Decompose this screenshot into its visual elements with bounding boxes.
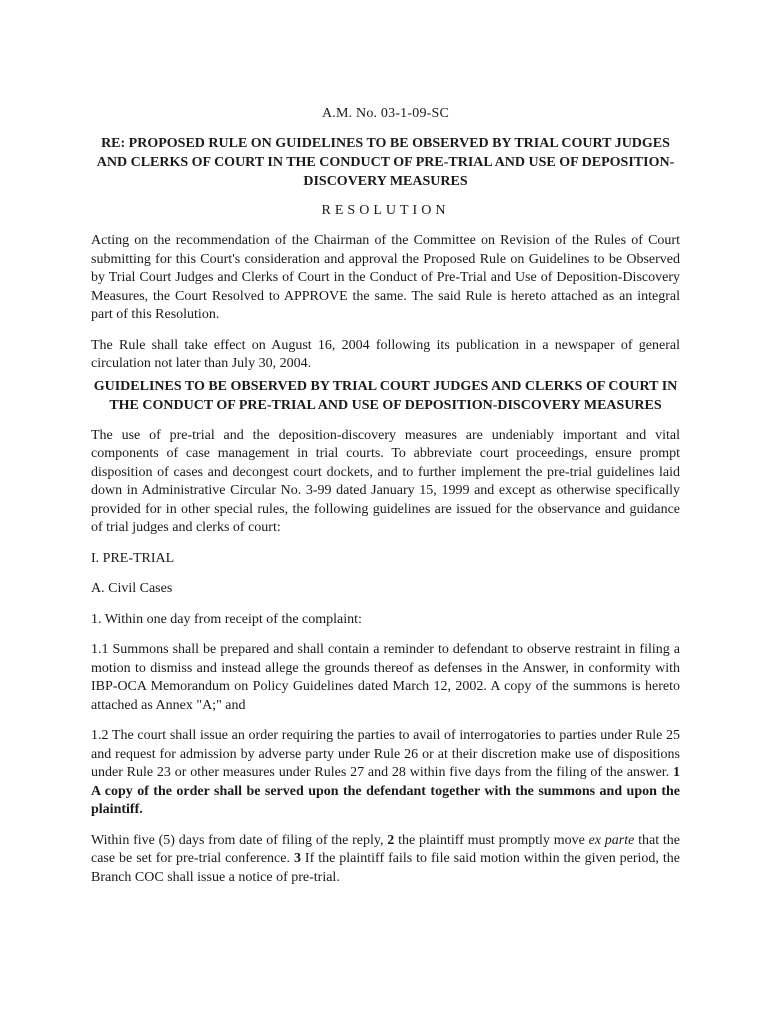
ex-parte-term: ex parte — [588, 832, 635, 848]
last-part-c: that the case be set for pre-trial conference. — [91, 832, 681, 866]
item-1-2-bold-note: 1 A copy of the order shall be served upon the defendant together with the summons and upon the plaintiff. — [91, 765, 681, 817]
last-part-d: If the plaintiff fails to file said motion within the given period, the Branch COC shall issue a notice of pre-trial. — [91, 851, 681, 885]
last-part-a: Within five (5) days from date of filing of the reply, — [91, 832, 384, 848]
resolution-heading: RESOLUTION — [321, 203, 450, 218]
guidelines-title: GUIDELINES TO BE OBSERVED BY TRIAL COURT JUDGES AND CLERKS OF COURT IN THE CONDUCT OF PRE-TRIAL AND USE OF DEPOSITION-DISCOVERY MEASURES — [93, 378, 678, 413]
paragraph-purpose: The use of pre-trial and the deposition-discovery measures are undeniably important and vital components of case management in trial courts. To abbreviate court proceedings, ensure prompt disposition of cases and decongest court dockets, and to further implement the pre-trial guidelines laid down in Administrative Circular No. 3-99 dated January 15, 1999 and except as otherwise specifically provided for in other special rules, the following guidelines are issued for the observance and guidance of trial judges and clerks of court: — [91, 427, 680, 535]
last-part-b: the plaintiff must promptly move — [398, 832, 585, 848]
resolution-title: RE: PROPOSED RULE ON GUIDELINES TO BE OBSERVED BY TRIAL COURT JUDGES AND CLERKS OF COURT IN THE CONDUCT OF PRE-TRIAL AND USE OF DEPOSITION-DISCOVERY MEASURES — [96, 136, 675, 189]
paragraph-within-five-days — [91, 832, 680, 888]
footnote-marker-3: 3 — [293, 851, 301, 866]
item-1-2 — [91, 727, 680, 820]
item-1-1: 1.1 Summons shall be prepared and shall contain a reminder to defendant to observe restraint in filing a motion to dismiss and instead allege the grounds thereof as defenses in the Answer, in conformity with IBP-OCA Memorandum on Policy Guidelines dated March 12, 2002. A copy of the summons is hereto attached as Annex "A;" and — [91, 642, 680, 713]
heading-pre-trial: I. PRE-TRIAL — [91, 550, 175, 566]
am-number: A.M. No. 03-1-09-SC — [321, 106, 450, 121]
heading-civil-cases: A. Civil Cases — [91, 581, 173, 596]
item-1-2-text: 1.2 The court shall issue an order requiring the parties to avail of interrogatories to parties under Rule 25 and request for admission by adverse party under Rule 26 or at their discretion make use of dispositions under Rule 23 or other measures under Rules 27 and 28 within five days from the filing of the answer. — [91, 728, 680, 780]
paragraph-approval: Acting on the recommendation of the Chairman of the Committee on Revision of the Rules of Court submitting for this Court's consideration and approval the Proposed Rule on Guidelines to be Observed by Trial Court Judges and Clerks of Court in the Conduct of Pre-Trial and Use of Deposition-Discovery Measures, the Court Resolved to APPROVE the same. The said Rule is hereto attached as an integral part of this Resolution. — [91, 233, 680, 322]
footnote-marker-2: 2 — [387, 832, 395, 848]
paragraph-effectivity: The Rule shall take effect on August 16, 2004 following its publication in a newspaper of general circulation not later than July 30, 2004. — [91, 337, 680, 371]
item-1: 1. Within one day from receipt of the complaint: — [91, 611, 362, 627]
